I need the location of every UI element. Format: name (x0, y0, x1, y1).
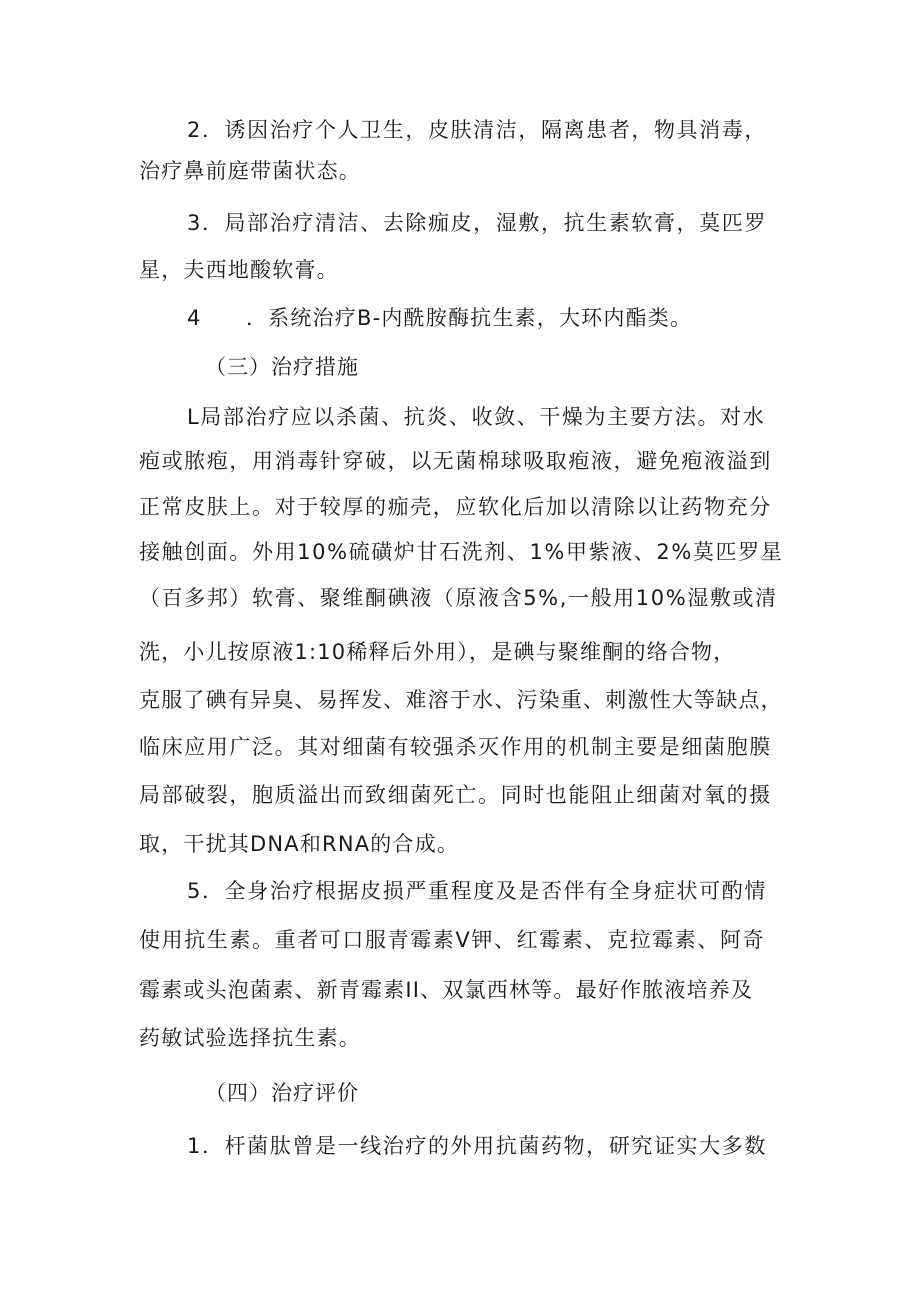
section-heading-treatment-measures: （三）治疗措施 (205, 355, 359, 379)
text-line: 星，夫西地酸软膏。 (139, 258, 339, 282)
section-heading-treatment-evaluation: （四）治疗评价 (205, 1081, 359, 1105)
text-line: 药敏试验选择抗生素。 (139, 1026, 361, 1050)
text-line: 3．局部治疗清洁、去除痂皮，湿敷，抗生素软膏，莫匹罗 (187, 211, 767, 235)
text-line: 疱或脓疱，用消毒针穿破，以无菌棉球吸取疱液，避免疱液溢到 (139, 449, 772, 473)
text-line: 局部破裂，胞质溢出而致细菌死亡。同时也能阻止细菌对氧的摄 (139, 783, 772, 807)
text-line: 正常皮肤上。对于较厚的痂壳，应软化后加以清除以让药物充分 (139, 495, 772, 519)
text-line: 使用抗生素。重者可口服青霉素V钾、红霉素、克拉霉素、阿奇 (139, 928, 766, 952)
text-line: 取，干扰其DNA和RNA的合成。 (139, 832, 460, 856)
text-line: 克服了碘有异臭、易挥发、难溶于水、污染重、刺激性大等缺点， (139, 688, 783, 712)
text-line: 2．诱因治疗个人卫生，皮肤清洁，隔离患者，物具消毒， (187, 118, 767, 142)
text-line: （百多邦）软膏、聚维酮碘液（原液含5%,一般用10%湿敷或清 (139, 586, 778, 610)
text-line: 治疗鼻前庭带菌状态。 (139, 159, 361, 183)
text-line: L局部治疗应以杀菌、抗炎、收敛、干燥为主要方法。对水 (187, 405, 766, 429)
text-line: 霉素或头泡菌素、新青霉素II、双氯西林等。最好作脓液培养及 (139, 978, 754, 1002)
text-line: 1．杆菌肽曾是一线治疗的外用抗菌药物，研究证实大多数 (187, 1134, 767, 1158)
text-line: 临床应用广泛。其对细菌有较强杀灭作用的机制主要是细菌胞膜 (139, 735, 772, 759)
text-line: 4 ．系统治疗B-内酰胺酶抗生素，大环内酯类。 (187, 306, 693, 330)
text-line: 接触创面。外用10%硫磺炉甘石洗剂、1%甲紫液、2%莫匹罗星 (139, 540, 784, 564)
text-line: 5．全身治疗根据皮损严重程度及是否伴有全身症状可酌情 (187, 879, 767, 903)
text-line: 洗，小儿按原液1:10稀释后外用），是碘与聚维酮的络合物， (139, 640, 736, 664)
